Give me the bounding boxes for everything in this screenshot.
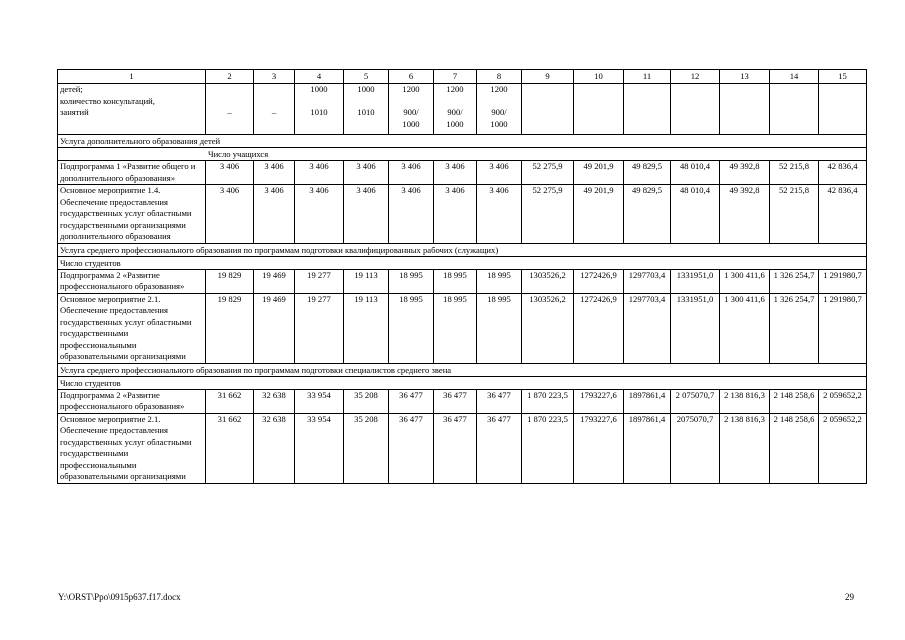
header-cell-8: 8 xyxy=(477,70,522,84)
indicator-label: Число учащихся xyxy=(58,148,867,161)
intro-value-line xyxy=(391,96,431,108)
row-value: 1 291980,7 xyxy=(819,269,867,293)
row-value: 3 406 xyxy=(206,185,254,244)
header-row xyxy=(58,70,867,84)
row-value: 35 208 xyxy=(344,389,389,413)
row-value: 1897861,4 xyxy=(624,389,671,413)
row-value: 49 829,5 xyxy=(624,185,671,244)
intro-name-line: занятий xyxy=(60,107,89,117)
row-value: 1793227,6 xyxy=(574,389,624,413)
row-value: 18 995 xyxy=(434,269,477,293)
row-value: 31 662 xyxy=(206,413,254,483)
row-value: 3 406 xyxy=(389,161,434,185)
intro-value-cell xyxy=(522,84,574,135)
section-title-row xyxy=(58,135,867,148)
intro-value-line: 1200 xyxy=(402,84,420,94)
footer-file-path: Y:\ORST\Ppo\0915p637.f17.docx xyxy=(58,592,181,602)
intro-value-line: 900/ xyxy=(403,107,419,117)
header-cell-1: 1 xyxy=(58,70,206,84)
intro-value-line: 1000 xyxy=(446,118,464,129)
intro-value-line: 1000 xyxy=(402,118,420,129)
row-value: 1897861,4 xyxy=(624,413,671,483)
row-value: 3 406 xyxy=(477,185,522,244)
row-value: 36 477 xyxy=(477,389,522,413)
row-value: 36 477 xyxy=(434,413,477,483)
indicator-label: Число студентов xyxy=(58,256,867,269)
intro-value-cell xyxy=(254,84,295,135)
row-value: 2 138 816,3 xyxy=(720,389,770,413)
row-value: 19 829 xyxy=(206,293,254,363)
row-value: 19 277 xyxy=(295,269,344,293)
header-cell-9: 9 xyxy=(522,70,574,84)
row-value: 18 995 xyxy=(477,269,522,293)
row-value: 1793227,6 xyxy=(574,413,624,483)
intro-value-line: 1200 xyxy=(446,84,464,94)
row-value: 36 477 xyxy=(389,413,434,483)
intro-value-line xyxy=(297,96,341,108)
row-name: Основное мероприятие 2.1. Обеспечение предоставления государственных услуг областными государственными профессиональными образовательными организациями xyxy=(58,293,206,363)
indicator-row xyxy=(58,256,867,269)
data-table xyxy=(57,69,867,484)
intro-value-line xyxy=(346,96,386,108)
row-value: 31 662 xyxy=(206,389,254,413)
table-row xyxy=(58,269,867,293)
indicator-label: Число студентов xyxy=(58,376,867,389)
intro-value-line: 1000 xyxy=(310,84,328,94)
row-value: 49 392,8 xyxy=(720,161,770,185)
row-value: 32 638 xyxy=(254,389,295,413)
row-value: 32 638 xyxy=(254,413,295,483)
row-value: 1331951,0 xyxy=(671,269,720,293)
row-value: 36 477 xyxy=(434,389,477,413)
row-value: 1297703,4 xyxy=(624,293,671,363)
intro-value-cell xyxy=(344,84,389,135)
row-value: 1 870 223,5 xyxy=(522,389,574,413)
section-title-row xyxy=(58,363,867,376)
intro-value-cell xyxy=(206,84,254,135)
row-value: 1331951,0 xyxy=(671,293,720,363)
intro-value-line: 1000 xyxy=(357,84,375,94)
row-value: 2 148 258,6 xyxy=(770,389,819,413)
row-name: Подпрограмма 2 «Развитие профессионального образования» xyxy=(58,269,206,293)
intro-value-cell xyxy=(574,84,624,135)
intro-value-line: 900/ xyxy=(447,107,463,117)
row-value: 2 059652,2 xyxy=(819,389,867,413)
intro-value-line xyxy=(479,96,519,108)
intro-value-line xyxy=(208,96,251,108)
header-cell-14: 14 xyxy=(770,70,819,84)
row-name: Подпрограмма 1 «Развитие общего и дополнительного образования» xyxy=(58,161,206,185)
row-value: 49 201,9 xyxy=(574,185,624,244)
row-value: 1 291980,7 xyxy=(819,293,867,363)
row-value: 3 406 xyxy=(389,185,434,244)
row-value: 3 406 xyxy=(344,185,389,244)
row-value: 3 406 xyxy=(254,185,295,244)
intro-value-cell xyxy=(671,84,720,135)
header-cell-11: 11 xyxy=(624,70,671,84)
intro-value-cell xyxy=(770,84,819,135)
row-value: 18 995 xyxy=(434,293,477,363)
intro-value-line xyxy=(208,84,251,96)
row-value: 1303526,2 xyxy=(522,269,574,293)
intro-name-line: детей; xyxy=(60,84,83,94)
header-cell-3: 3 xyxy=(254,70,295,84)
row-value: 33 954 xyxy=(295,413,344,483)
intro-value-cell xyxy=(624,84,671,135)
row-value: 36 477 xyxy=(389,389,434,413)
row-value: 2 059652,2 xyxy=(819,413,867,483)
row-name: Подпрограмма 2 «Развитие профессионального образования» xyxy=(58,389,206,413)
row-value: 1272426,9 xyxy=(574,269,624,293)
row-value: 42 836,4 xyxy=(819,185,867,244)
row-value: 49 392,8 xyxy=(720,185,770,244)
section-title: Услуга среднего профессионального образования по программам подготовки специалистов среднего звена xyxy=(58,363,867,376)
row-value: 1303526,2 xyxy=(522,293,574,363)
row-value: 18 995 xyxy=(389,269,434,293)
row-value: 18 995 xyxy=(389,293,434,363)
footer-page-number: 29 xyxy=(845,592,854,602)
section-title: Услуга среднего профессионального образования по программам подготовки квалифицированных рабочих (служащих) xyxy=(58,243,867,256)
intro-value-line: 1000 xyxy=(490,118,508,129)
header-cell-5: 5 xyxy=(344,70,389,84)
table-row xyxy=(58,413,867,483)
row-value: 1 326 254,7 xyxy=(770,293,819,363)
row-value: 52 215,8 xyxy=(770,185,819,244)
row-value: 1 300 411,6 xyxy=(720,293,770,363)
row-value: 2 075070,7 xyxy=(671,389,720,413)
row-value: 19 113 xyxy=(344,269,389,293)
intro-value-cell xyxy=(720,84,770,135)
row-value: 3 406 xyxy=(295,185,344,244)
row-value: 52 215,8 xyxy=(770,161,819,185)
row-value: 19 277 xyxy=(295,293,344,363)
row-value: 52 275,9 xyxy=(522,161,574,185)
intro-value-cell xyxy=(389,84,434,135)
row-value: 42 836,4 xyxy=(819,161,867,185)
intro-value-line: 1200 xyxy=(490,84,508,94)
intro-value-line: 1010 xyxy=(357,107,375,117)
header-cell-6: 6 xyxy=(389,70,434,84)
row-value: 2 138 816,3 xyxy=(720,413,770,483)
header-cell-10: 10 xyxy=(574,70,624,84)
row-value: 3 406 xyxy=(434,161,477,185)
intro-value-line: 1010 xyxy=(310,107,328,117)
row-value: 52 275,9 xyxy=(522,185,574,244)
row-value: 3 406 xyxy=(344,161,389,185)
row-value: 2075070,7 xyxy=(671,413,720,483)
table-row xyxy=(58,161,867,185)
intro-value-cell xyxy=(295,84,344,135)
row-value: 18 995 xyxy=(477,293,522,363)
row-value: 48 010,4 xyxy=(671,161,720,185)
row-value: 1297703,4 xyxy=(624,269,671,293)
row-value: 2 148 258,6 xyxy=(770,413,819,483)
row-value: 49 829,5 xyxy=(624,161,671,185)
row-value: 48 010,4 xyxy=(671,185,720,244)
row-value: 1 300 411,6 xyxy=(720,269,770,293)
intro-value-line: 900/ xyxy=(491,107,507,117)
header-cell-13: 13 xyxy=(720,70,770,84)
table-row xyxy=(58,389,867,413)
row-value: 3 406 xyxy=(295,161,344,185)
row-value: 36 477 xyxy=(477,413,522,483)
header-cell-15: 15 xyxy=(819,70,867,84)
row-name: Основное мероприятие 2.1. Обеспечение предоставления государственных услуг областными государственными профессиональными образовательными организациями xyxy=(58,413,206,483)
row-value: 1 326 254,7 xyxy=(770,269,819,293)
header-cell-2: 2 xyxy=(206,70,254,84)
indicator-row xyxy=(58,148,867,161)
intro-value-line xyxy=(436,96,474,108)
intro-value-line: – xyxy=(271,107,277,117)
intro-value-line xyxy=(256,84,292,96)
row-value: 33 954 xyxy=(295,389,344,413)
intro-value-cell xyxy=(819,84,867,135)
row-value: 19 829 xyxy=(206,269,254,293)
section-title: Услуга дополнительного образования детей xyxy=(58,135,867,148)
table-row xyxy=(58,185,867,244)
section-title-row xyxy=(58,243,867,256)
header-cell-12: 12 xyxy=(671,70,720,84)
row-value: 19 113 xyxy=(344,293,389,363)
row-value: 3 406 xyxy=(434,185,477,244)
header-cell-4: 4 xyxy=(295,70,344,84)
intro-value-cell xyxy=(477,84,522,135)
header-cell-7: 7 xyxy=(434,70,477,84)
row-value: 19 469 xyxy=(254,269,295,293)
row-value: 1 870 223,5 xyxy=(522,413,574,483)
row-value: 3 406 xyxy=(206,161,254,185)
intro-name-line: количество консультаций, xyxy=(60,95,155,106)
row-value: 3 406 xyxy=(254,161,295,185)
table-row xyxy=(58,293,867,363)
intro-value-cell xyxy=(434,84,477,135)
intro-row xyxy=(58,84,867,135)
row-value: 1272426,9 xyxy=(574,293,624,363)
indicator-row xyxy=(58,376,867,389)
intro-value-line xyxy=(256,96,292,108)
row-value: 35 208 xyxy=(344,413,389,483)
row-value: 49 201,9 xyxy=(574,161,624,185)
intro-value-line: – xyxy=(227,107,232,117)
intro-name-cell xyxy=(58,84,206,135)
row-value: 19 469 xyxy=(254,293,295,363)
row-name: Основное мероприятие 1.4. Обеспечение предоставления государственных услуг областными государственными организациями дополнительного образования xyxy=(58,185,206,244)
row-value: 3 406 xyxy=(477,161,522,185)
